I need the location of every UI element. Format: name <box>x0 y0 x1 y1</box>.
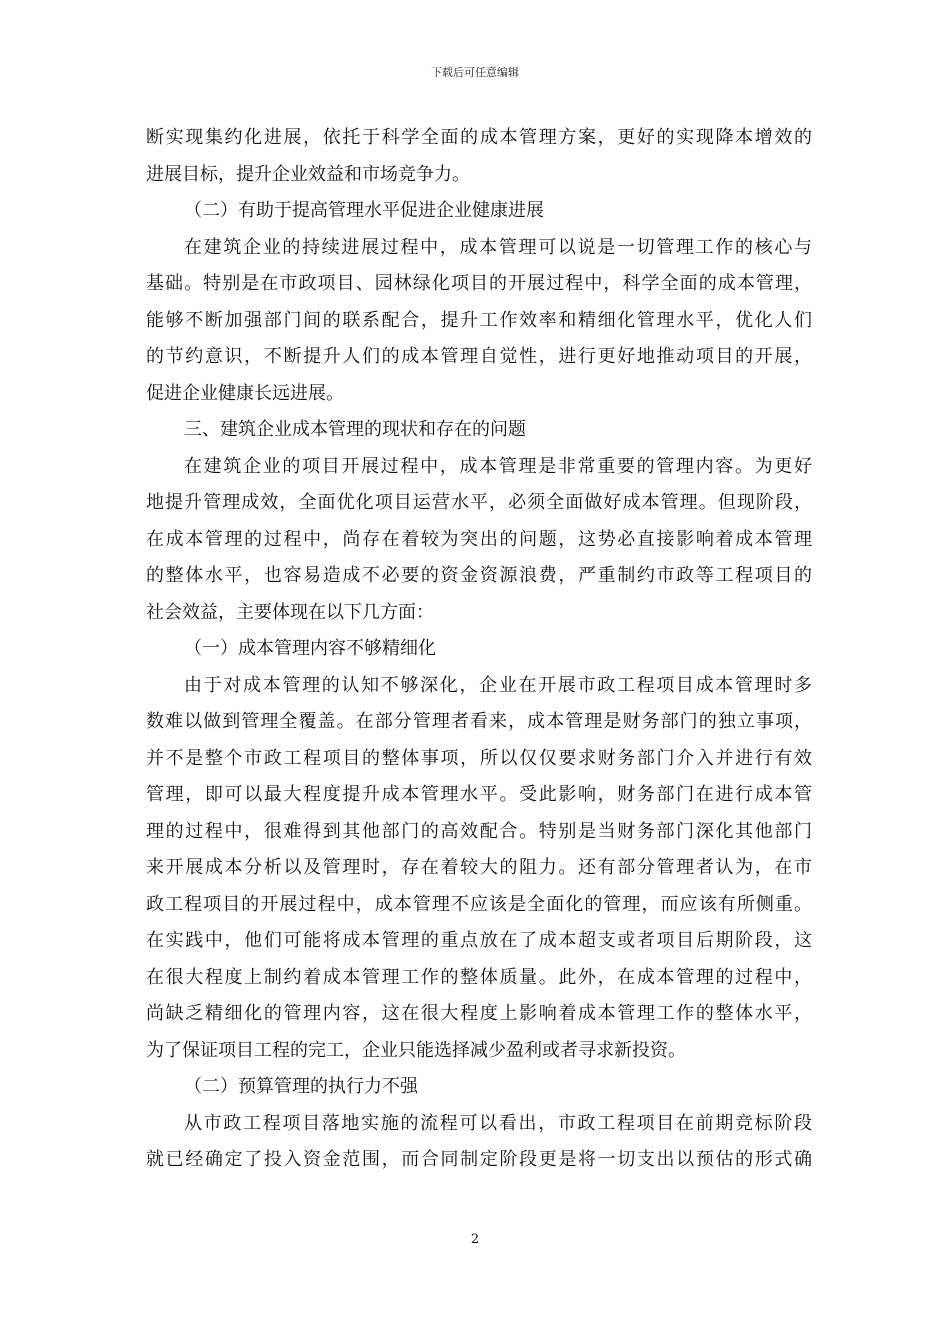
text-line: 促进企业健康长远进展。 <box>146 382 344 404</box>
text-line: 在建筑企业的持续进展过程中，成本管理可以说是一切管理工作的核心与 <box>184 236 812 258</box>
page-header: 下载后可任意编辑 <box>431 66 519 79</box>
text-line: 来开展成本分析以及管理时，存在着较大的阻力。还有部分管理者认为，在市 <box>146 857 812 878</box>
text-line: 从市政工程项目落地实施的流程可以看出，市政工程项目在前期竞标阶段 <box>184 1112 812 1134</box>
text-line: 三、建筑企业成本管理的现状和存在的问题 <box>184 419 526 440</box>
text-line: 管理，即可以最大程度提升成本管理水平。受此影响，财务部门在进行成本管 <box>146 784 812 805</box>
text-line: 断实现集约化进展，依托于科学全面的成本管理方案，更好的实现降本增效的 <box>146 127 812 148</box>
text-line: 能够不断加强部门间的联系配合，提升工作效率和精细化管理水平，优化人们 <box>146 309 812 331</box>
text-line: （一）成本管理内容不够精细化 <box>184 638 436 659</box>
text-line: 在实践中，他们可能将成本管理的重点放在了成本超支或者项目后期阶段，这 <box>146 930 812 951</box>
text-line: （二）预算管理的执行力不强 <box>184 1076 418 1097</box>
text-line: 基础。特别是在市政项目、园林绿化项目的开展过程中，科学全面的成本管理， <box>146 273 812 294</box>
text-line: 的节约意识，不断提升人们的成本管理自觉性，进行更好地推动项目的开展， <box>146 346 812 367</box>
page-number: 2 <box>470 1232 480 1247</box>
text-line: 为了保证项目工程的完工，企业只能选择减少盈利或者寻求新投资。 <box>146 1039 686 1061</box>
document-body <box>146 120 812 1179</box>
text-line: （二）有助于提高管理水平促进企业健康进展 <box>184 200 544 221</box>
text-line: 由于对成本管理的认知不够深化，企业在开展市政工程项目成本管理时多 <box>184 674 812 696</box>
text-line: 进展目标，提升企业效益和市场竞争力。 <box>146 163 470 185</box>
text-line: 在建筑企业的项目开展过程中，成本管理是非常重要的管理内容。为更好 <box>184 455 812 477</box>
text-line: 数难以做到管理全覆盖。在部分管理者看来，成本管理是财务部门的独立事项， <box>146 711 812 732</box>
text-line: 社会效益，主要体现在以下几方面： <box>146 601 434 623</box>
text-line: 政工程项目的开展过程中，成本管理不应该是全面化的管理，而应该有所侧重。 <box>146 893 812 915</box>
text-line: 在很大程度上制约着成本管理工作的整体质量。此外，在成本管理的过程中， <box>146 966 812 988</box>
text-line: 并不是整个市政工程项目的整体事项，所以仅仅要求财务部门介入并进行有效 <box>146 747 812 769</box>
text-line: 理的过程中，很难得到其他部门的高效配合。特别是当财务部门深化其他部门 <box>146 820 812 842</box>
text-line: 就已经确定了投入资金范围，而合同制定阶段更是将一切支出以预估的形式确 <box>146 1149 812 1170</box>
text-line: 地提升管理成效，全面优化项目运营水平，必须全面做好成本管理。但现阶段， <box>146 492 812 513</box>
text-line: 的整体水平，也容易造成不必要的资金资源浪费，严重制约市政等工程项目的 <box>146 565 812 586</box>
text-line: 在成本管理的过程中，尚存在着较为突出的问题，这势必直接影响着成本管理 <box>146 528 812 550</box>
text-line: 尚缺乏精细化的管理内容，这在很大程度上影响着成本管理工作的整体水平， <box>146 1003 812 1024</box>
